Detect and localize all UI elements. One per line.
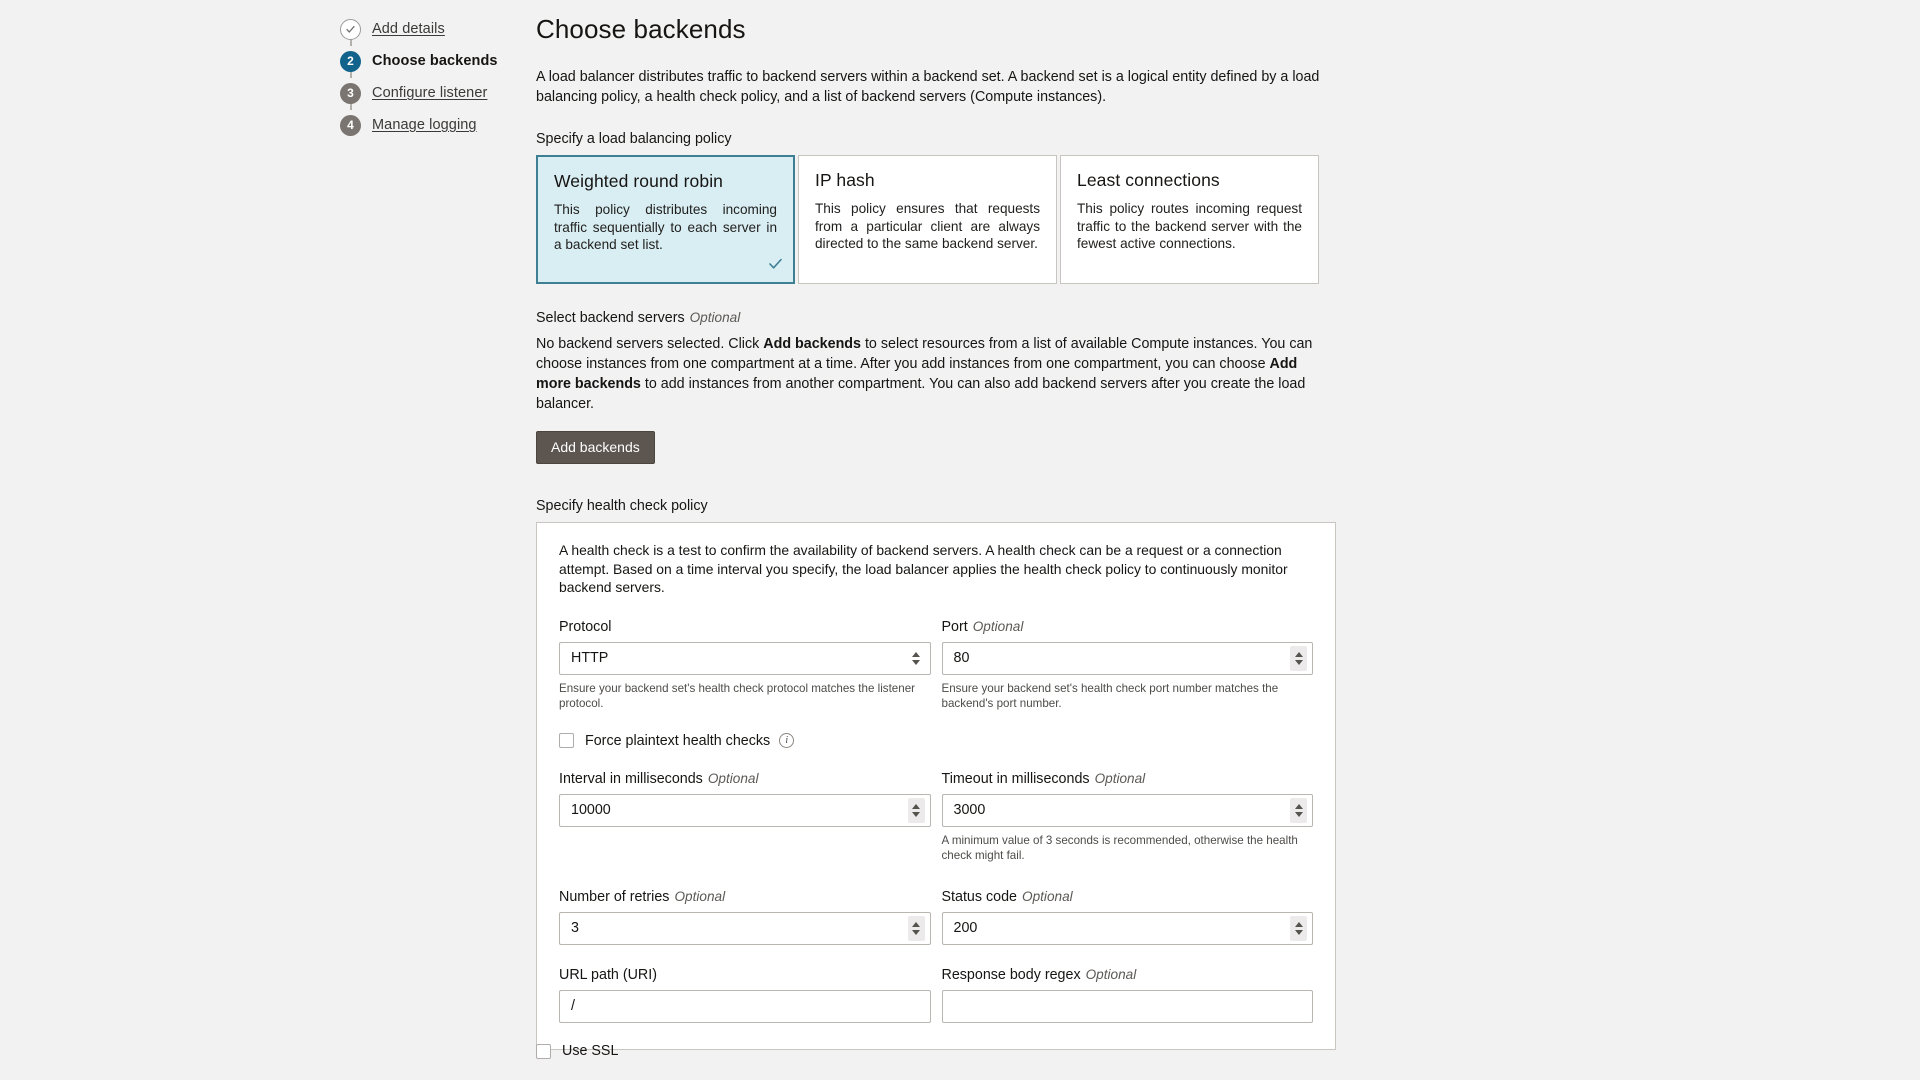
interval-label-text: Interval in milliseconds bbox=[559, 770, 703, 787]
load-balancing-policy-label: Specify a load balancing policy bbox=[536, 131, 732, 147]
step-number-badge: 4 bbox=[340, 115, 361, 136]
desc-part-3: to add instances from another compartment. You can also add backend servers after you create the load balancer. bbox=[536, 376, 1306, 412]
force-plaintext-checkbox[interactable] bbox=[559, 733, 574, 748]
response-regex-input-wrap bbox=[942, 990, 1314, 1023]
protocol-field-group bbox=[559, 619, 931, 711]
optional-tag: Optional bbox=[689, 310, 741, 325]
sidebar-item-add-details[interactable] bbox=[340, 14, 530, 44]
response-regex-label-text: Response body regex bbox=[941, 966, 1081, 983]
stepper-arrows-icon[interactable] bbox=[1290, 646, 1307, 671]
status-code-label bbox=[942, 889, 1314, 905]
protocol-select[interactable] bbox=[559, 642, 931, 675]
optional-tag: Optional bbox=[674, 888, 726, 904]
optional-tag: Optional bbox=[972, 618, 1024, 634]
timeout-input[interactable] bbox=[942, 794, 1314, 827]
response-regex-label bbox=[942, 967, 1314, 983]
step-number-badge: 2 bbox=[340, 51, 361, 72]
retries-label-text: Number of retries bbox=[559, 888, 670, 905]
policy-card-weighted-round-robin[interactable] bbox=[536, 155, 795, 284]
interval-timeout-row bbox=[559, 771, 1313, 863]
stepper-arrows-icon[interactable] bbox=[908, 916, 925, 941]
sidebar-item-label: Choose backends bbox=[372, 53, 498, 69]
stepper-arrows-icon[interactable] bbox=[1290, 798, 1307, 823]
port-input-wrap bbox=[942, 642, 1314, 675]
timeout-help-text: A minimum value of 3 seconds is recommended, otherwise the health check might fail. bbox=[941, 833, 1298, 862]
sidebar-item-manage-logging[interactable] bbox=[340, 110, 530, 140]
backend-servers-description bbox=[536, 334, 1336, 414]
policy-card-description: This policy ensures that requests from a particular client are always directed to the same backend server. bbox=[815, 201, 1040, 252]
port-label-text: Port bbox=[941, 618, 968, 635]
policy-card-description: This policy routes incoming request traffic to the backend server with the fewest active connections. bbox=[1077, 201, 1302, 252]
policy-card-least-connections[interactable] bbox=[1060, 155, 1319, 284]
backend-servers-section bbox=[536, 310, 1336, 464]
url-path-input[interactable] bbox=[559, 990, 931, 1023]
use-ssl-row bbox=[536, 1043, 618, 1059]
timeout-label-text: Timeout in milliseconds bbox=[941, 770, 1090, 787]
timeout-input-wrap bbox=[942, 794, 1314, 827]
status-code-input-wrap bbox=[942, 912, 1314, 945]
policy-card-title: Least connections bbox=[1077, 170, 1220, 190]
health-check-policy-label: Specify health check policy bbox=[536, 498, 708, 514]
force-plaintext-row bbox=[559, 733, 1313, 749]
retries-field-group bbox=[559, 889, 931, 945]
backend-servers-label-text: Select backend servers bbox=[536, 310, 685, 326]
page-intro-text: A load balancer distributes traffic to backend servers within a backend set. A backend set is a logical entity defined by a load balancing policy, a health check policy, and a list of backend servers (Compute instances). bbox=[536, 69, 1320, 105]
health-check-section bbox=[536, 498, 1336, 1050]
add-backends-button[interactable]: Add backends bbox=[536, 431, 655, 464]
optional-tag: Optional bbox=[707, 770, 759, 786]
response-regex-input[interactable] bbox=[942, 990, 1314, 1023]
url-path-input-wrap bbox=[559, 990, 931, 1023]
port-input[interactable] bbox=[942, 642, 1314, 675]
status-code-input[interactable] bbox=[942, 912, 1314, 945]
url-path-label: URL path (URI) bbox=[559, 966, 657, 983]
optional-tag: Optional bbox=[1022, 888, 1073, 904]
port-help-text: Ensure your backend set's health check port number matches the backend's port number. bbox=[941, 681, 1279, 710]
port-field-group bbox=[942, 619, 1314, 711]
step-check-icon bbox=[340, 19, 361, 40]
sidebar-item-label: Add details bbox=[372, 21, 445, 37]
wizard-stepper bbox=[340, 14, 530, 142]
step-number-badge: 3 bbox=[340, 83, 361, 104]
timeout-label bbox=[942, 771, 1314, 787]
retries-input[interactable] bbox=[559, 912, 931, 945]
desc-bold-add-backends: Add backends bbox=[763, 336, 861, 352]
timeout-field-group bbox=[942, 771, 1314, 863]
sidebar-item-label: Manage logging bbox=[372, 117, 477, 133]
status-code-label-text: Status code bbox=[941, 888, 1018, 905]
protocol-port-row bbox=[559, 619, 1313, 711]
interval-input-wrap bbox=[559, 794, 931, 827]
desc-part-2: to select resources from a list of available Compute instances. You can choose instances from one compartment at a time. After you add instances from one compartment, you can choose bbox=[536, 336, 1313, 372]
policy-card-title: IP hash bbox=[815, 170, 875, 190]
interval-field-group bbox=[559, 771, 931, 863]
interval-label bbox=[559, 771, 931, 787]
status-code-field-group bbox=[942, 889, 1314, 945]
force-plaintext-label: Force plaintext health checks bbox=[585, 732, 771, 749]
retries-label bbox=[559, 889, 931, 905]
sidebar-item-configure-listener[interactable] bbox=[340, 78, 530, 108]
stepper-arrows-icon[interactable] bbox=[908, 798, 925, 823]
url-regex-row bbox=[559, 967, 1313, 1023]
policy-card-description: This policy distributes incoming traffic sequentially to each server in a backend set list. bbox=[554, 202, 777, 253]
check-icon bbox=[767, 255, 784, 277]
desc-part-1: No backend servers selected. Click bbox=[536, 336, 764, 352]
stepper-arrows-icon[interactable] bbox=[1290, 916, 1307, 941]
protocol-help-text: Ensure your backend set's health check protocol matches the listener protocol. bbox=[559, 681, 916, 710]
page-title: Choose backends bbox=[536, 14, 746, 44]
sidebar-item-choose-backends[interactable] bbox=[340, 46, 530, 76]
health-check-panel bbox=[536, 522, 1336, 1050]
backend-servers-label bbox=[536, 310, 1336, 326]
sidebar-item-label: Configure listener bbox=[372, 85, 488, 101]
port-label bbox=[942, 619, 1314, 635]
url-path-field-group bbox=[559, 967, 931, 1023]
retries-status-row bbox=[559, 889, 1313, 945]
policy-card-ip-hash[interactable] bbox=[798, 155, 1057, 284]
chevron-updown-icon[interactable] bbox=[908, 646, 925, 671]
desc-bold-add-more-backends: Add more backends bbox=[536, 356, 1298, 392]
use-ssl-checkbox[interactable] bbox=[536, 1044, 551, 1059]
main-content bbox=[536, 14, 1336, 1050]
info-icon[interactable]: i bbox=[779, 733, 794, 748]
interval-input[interactable] bbox=[559, 794, 931, 827]
optional-tag: Optional bbox=[1094, 770, 1146, 786]
policy-card-title: Weighted round robin bbox=[554, 171, 724, 191]
protocol-input-wrap bbox=[559, 642, 931, 675]
health-check-description: A health check is a test to confirm the availability of backend servers. A health check can be a request or a connection attempt. Based on a time interval you specify, the load balancer applies the health check policy to continuously monitor backend servers. bbox=[559, 542, 1288, 596]
optional-tag: Optional bbox=[1085, 966, 1137, 982]
protocol-label: Protocol bbox=[559, 618, 612, 635]
policy-card-group bbox=[536, 155, 1336, 284]
retries-input-wrap bbox=[559, 912, 931, 945]
response-regex-field-group bbox=[942, 967, 1314, 1023]
use-ssl-label: Use SSL bbox=[562, 1043, 619, 1059]
